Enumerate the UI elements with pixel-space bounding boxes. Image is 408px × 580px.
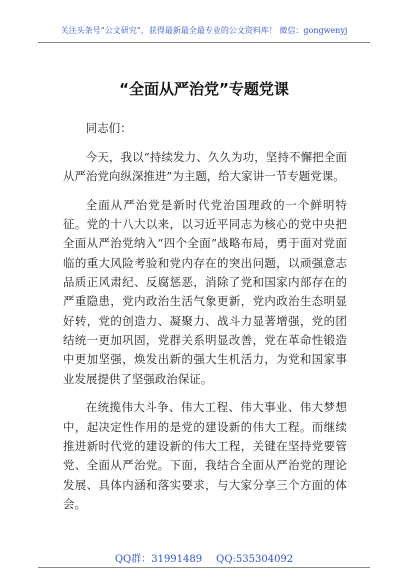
paragraph: 今天，我以“持续发力、久久为功，坚持不懈把全面从严治党向纵深推进”为主题，给大家讲一节专题党课。 [63,149,347,184]
footer-qq-group: QQ群：31991489 [114,554,203,565]
paragraph: 全面从严治党是新时代党治国理政的一个鲜明特征。党的十八大以来，以习近平同志为核心的党中央把全面从严治党纳入“四个全面”战略布局，勇于面对党面临的重大风险考验和党内存在的突出问题，以顽强意志品质正风肃纪、反腐惩恶，消除了党和国家内部存在的严重隐患，党内政治生活气象更新，党内政治生态明显好转，党的创造力、凝聚力、战斗力显著增强，党的团结统一更加巩固，党群关系明显改善，党在革命性锻造中更加坚强，焕发出新的强大生机活力，为党和国家事业发展提供了坚强政治保证。 [63,197,347,386]
page-footer [0,554,408,566]
footer-divider [38,567,370,568]
document-body [63,119,347,524]
paragraph: 在统揽伟大斗争、伟大工程、伟大事业、伟大梦想中，起决定性作用的是党的建设新的伟大工程。而继续推进新时代党的建设新的伟大工程，关键在坚持党要管党、全面从严治党。下面，我结合全面从严治党的理论发展、具体内涵和落实要求，与大家分享三个方面的体会。 [63,400,347,511]
header-divider [38,42,370,43]
document-title: “全面从严治党”专题党课 [119,80,289,98]
footer-qq: QQ:535304092 [216,554,294,565]
page-header: 关注头条号“公文研究”，获得最新最全最专业的公文资料库！ 微信：gongwenyj [60,26,348,35]
salutation: 同志们： [85,121,132,135]
